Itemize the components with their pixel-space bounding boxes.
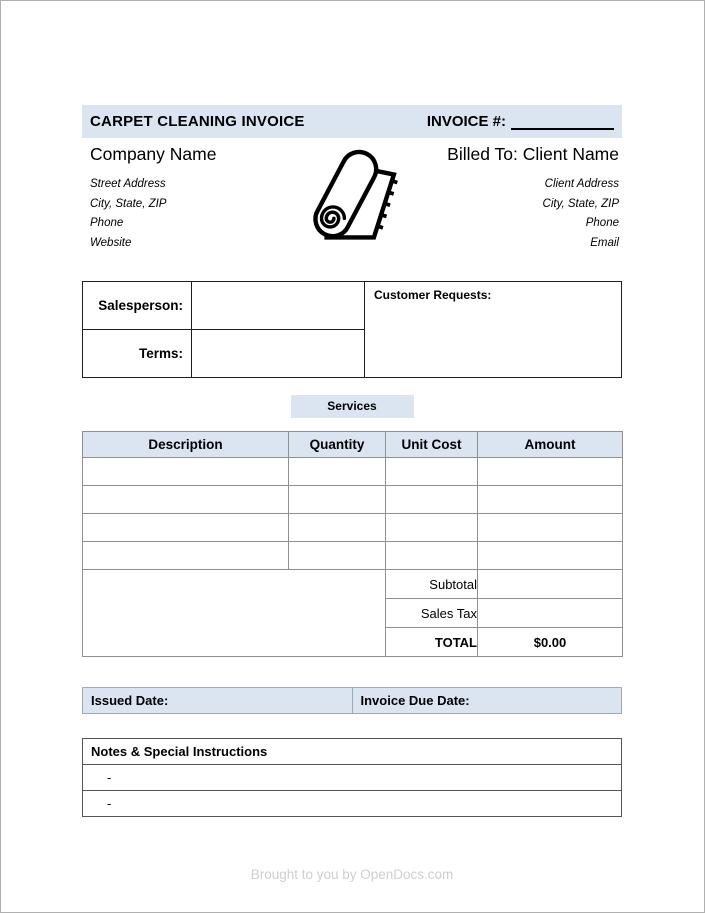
- service-row: [83, 514, 623, 542]
- sales-tax-field[interactable]: [478, 599, 623, 628]
- issued-date-label: Issued Date:: [91, 693, 169, 708]
- billed-to-block: [447, 144, 619, 253]
- subtotal-label: Subtotal: [386, 570, 478, 599]
- party-section: [82, 138, 622, 281]
- total-label: TOTAL: [386, 628, 478, 657]
- carpet-roll-icon: [300, 146, 405, 246]
- company-name: Company Name: [90, 144, 217, 164]
- company-street: Street Address: [90, 178, 166, 190]
- total-value[interactable]: $0.00: [478, 628, 623, 657]
- service-cell[interactable]: [386, 486, 478, 514]
- service-cell[interactable]: [478, 486, 623, 514]
- note-row: [83, 765, 622, 791]
- customer-requests-field[interactable]: [365, 282, 622, 378]
- invoice-content: [82, 1, 622, 882]
- service-cell[interactable]: [289, 458, 386, 486]
- invoice-number-group: [427, 113, 614, 130]
- sales-tax-label: Sales Tax: [386, 599, 478, 628]
- terms-label: Terms:: [83, 330, 192, 378]
- date-bar: [82, 687, 622, 714]
- column-unit-cost: Unit Cost: [386, 432, 478, 458]
- notes-title: Notes & Special Instructions: [83, 739, 622, 765]
- page-title: CARPET CLEANING INVOICE: [90, 113, 305, 130]
- service-cell[interactable]: [386, 514, 478, 542]
- service-cell[interactable]: [289, 514, 386, 542]
- notes-header-row: [83, 739, 622, 765]
- service-cell[interactable]: [386, 542, 478, 570]
- service-cell[interactable]: [478, 458, 623, 486]
- note-item-field[interactable]: -: [83, 765, 622, 791]
- service-row: [83, 458, 623, 486]
- invoice-due-date-label: Invoice Due Date:: [360, 693, 470, 708]
- company-block: [90, 144, 216, 253]
- column-quantity: Quantity: [289, 432, 386, 458]
- subtotal-row: [83, 570, 623, 599]
- services-header-row: [83, 432, 623, 458]
- service-row: [83, 486, 623, 514]
- invoice-due-date-field[interactable]: [352, 688, 622, 713]
- subtotal-field[interactable]: [478, 570, 623, 599]
- service-cell[interactable]: [478, 514, 623, 542]
- service-cell[interactable]: [83, 514, 289, 542]
- client-phone: Phone: [585, 217, 619, 229]
- services-section-label: Services: [291, 395, 414, 418]
- billed-to-title: Billed To: Client Name: [447, 144, 619, 164]
- company-phone: Phone: [90, 217, 124, 229]
- service-cell[interactable]: [289, 542, 386, 570]
- invoice-number-field[interactable]: [511, 114, 614, 130]
- info-table: [82, 281, 622, 378]
- salesperson-field[interactable]: [192, 282, 365, 330]
- service-cell[interactable]: [478, 542, 623, 570]
- note-item-field[interactable]: -: [83, 791, 622, 817]
- service-cell[interactable]: [83, 486, 289, 514]
- client-address: Client Address: [544, 178, 619, 190]
- service-cell[interactable]: [83, 458, 289, 486]
- company-city-state-zip: City, State, ZIP: [90, 197, 167, 210]
- note-row: [83, 791, 622, 817]
- salesperson-label: Salesperson:: [83, 282, 192, 330]
- service-cell[interactable]: [289, 486, 386, 514]
- customer-requests-label: Customer Requests:: [374, 288, 492, 302]
- column-description: Description: [83, 432, 289, 458]
- summary-spacer: [83, 570, 386, 657]
- header-bar: [82, 105, 622, 138]
- services-table: [82, 431, 623, 657]
- salesperson-row: [83, 282, 622, 330]
- client-email: Email: [590, 236, 619, 249]
- notes-table: [82, 738, 622, 817]
- terms-field[interactable]: [192, 330, 365, 378]
- column-amount: Amount: [478, 432, 623, 458]
- issued-date-field[interactable]: [83, 688, 352, 713]
- footer-credit: Brought to you by OpenDocs.com: [250, 867, 454, 882]
- company-website: Website: [90, 236, 132, 249]
- service-cell[interactable]: [386, 458, 478, 486]
- service-cell[interactable]: [83, 542, 289, 570]
- client-city-state-zip: City, State, ZIP: [542, 197, 619, 210]
- invoice-number-label: INVOICE #:: [426, 113, 506, 130]
- service-row: [83, 542, 623, 570]
